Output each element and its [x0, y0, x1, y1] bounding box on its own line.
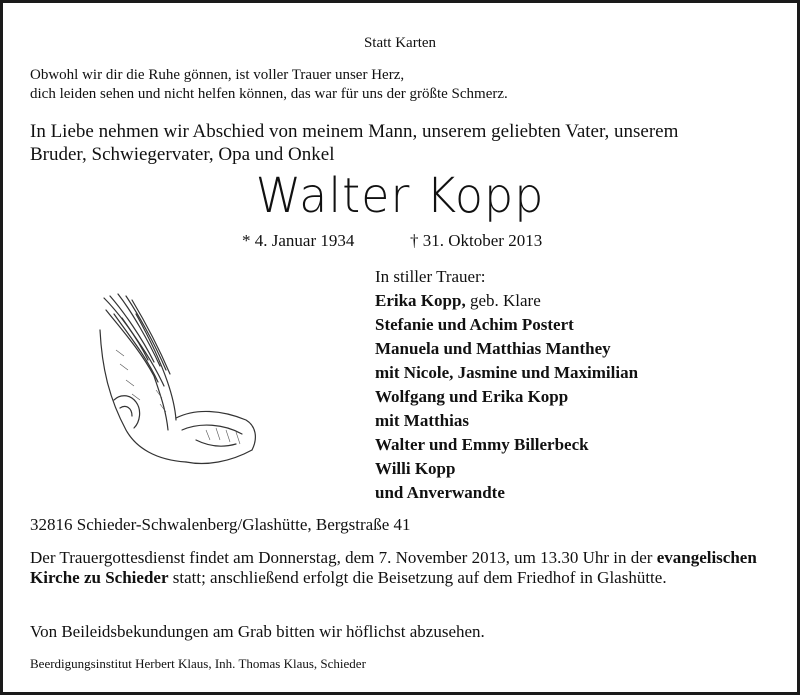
mourner-line: [375, 481, 638, 505]
mourner-name: Stefanie und Achim Postert: [375, 315, 574, 334]
motto-line-1: Obwohl wir dir die Ruhe gönnen, ist voller Trauer unser Herz,: [30, 67, 405, 83]
mourners-lead: In stiller Trauer:: [375, 267, 486, 286]
death-date: † 31. Oktober 2013: [410, 231, 543, 250]
intro-line-2: Bruder, Schwiegervater, Opa und Onkel: [30, 144, 335, 165]
motto-verse: [30, 66, 730, 104]
mourner-line: [375, 457, 638, 481]
statt-karten: Statt Karten: [363, 35, 437, 51]
service-info: [30, 548, 780, 588]
mourner-line: [375, 337, 638, 361]
condolence-note: Von Beileidsbekundungen am Grab bitten wir höflichst abzusehen.: [30, 622, 485, 641]
mourner-line: [375, 385, 638, 409]
undertaker-credit: Beerdigungsinstitut Herbert Klaus, Inh. Thomas Klaus, Schieder: [30, 656, 366, 671]
family-address: 32816 Schieder-Schwalenberg/Glashütte, Bergstraße 41: [30, 515, 411, 534]
mourner-name: Walter und Emmy Billerbeck: [375, 435, 589, 454]
mourner-erika-maiden: geb. Klare: [469, 291, 541, 310]
mourner-name: Manuela und Matthias Manthey: [375, 339, 611, 358]
motto-line-2: dich leiden sehen und nicht helfen können, das war für uns der größte Schmerz.: [30, 86, 508, 102]
intro-line-1: In Liebe nehmen wir Abschied von meinem Mann, unserem geliebten Vater, unserem: [30, 121, 679, 142]
birth-date: * 4. Januar 1934: [242, 231, 355, 250]
mourner-line: [375, 433, 638, 457]
service-part-2: statt; anschließend erfolgt die Beisetzung auf dem Friedhof in Glashütte.: [172, 568, 667, 587]
mourner-erika-name: Erika Kopp,: [375, 291, 466, 310]
mourner-name: mit Matthias: [375, 411, 469, 430]
mourner-line-erika: [375, 289, 638, 313]
mourner-line: [375, 313, 638, 337]
praying-hands-icon: [96, 290, 261, 475]
intro-text: [30, 120, 790, 166]
mourner-name: und Anverwandte: [375, 483, 505, 502]
deceased-name: Walter Kopp: [255, 166, 545, 224]
mourner-name: Wolfgang und Erika Kopp: [375, 387, 569, 406]
mourner-name: Willi Kopp: [375, 459, 456, 478]
mourner-line: [375, 409, 638, 433]
mourners-list: [375, 265, 638, 505]
mourner-name: mit Nicole, Jasmine und Maximilian: [375, 363, 639, 382]
service-church: evangelischen Kirche zu Schieder: [30, 548, 757, 587]
service-part-1: Der Trauergottesdienst findet am Donnerstag, dem 7. November 2013, um 13.30 Uhr in der: [30, 548, 653, 567]
mourner-line: [375, 361, 638, 385]
